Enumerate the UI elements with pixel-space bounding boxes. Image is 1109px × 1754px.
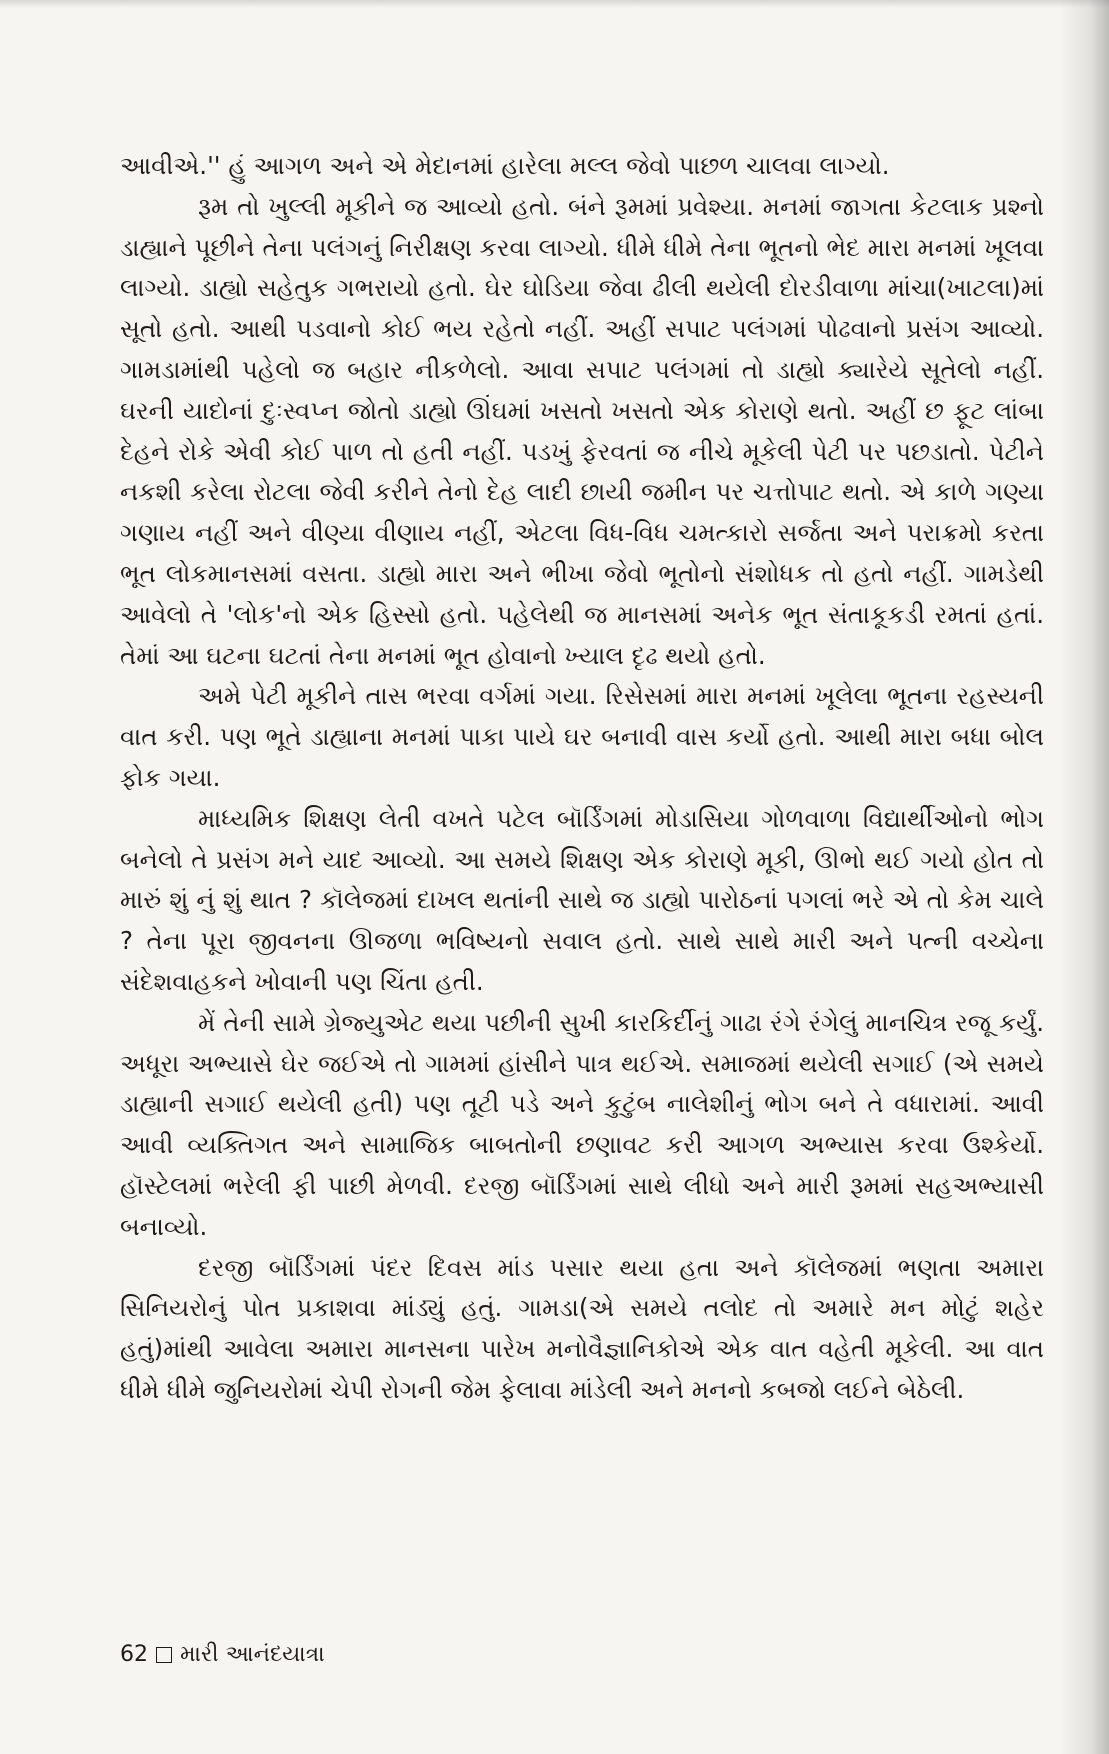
body-text xyxy=(120,146,1044,1411)
paragraph-6: દરજી બૉર્ડિંગમાં પંદર દિવસ માંડ પસાર થયા હતા અને કૉલેજમાં ભણતા અમારા સિનિયરોનું પોત પ્રકાશવા માંડ્યું હતું. ગામડા(એ સમયે તલોદ તો અમારે મન મોટું શહેર હતું)માંથી આવેલા અમારા માનસના પારેખ મનોવૈજ્ઞાનિકોએ એક વાત વહેતી મૂકેલી. આ વાત ધીમે ધીમે જુનિયરોમાં ચેપી રોગની જેમ ફેલાવા માંડેલી અને મનનો કબજો લઈને બેઠેલી. xyxy=(120,1252,1044,1404)
page-number: 62 xyxy=(120,1642,148,1667)
page-spine-shadow xyxy=(1059,0,1109,1754)
page-footer xyxy=(120,1640,325,1670)
paragraph-5: મેં તેની સામે ગ્રેજ્યુએટ થયા પછીની સુખી કારકિર્દીનું ગાઢા રંગે રંગેલું માનચિત્ર રજૂ કર્યું. અધૂરા અભ્યાસે ઘેર જઈએ તો ગામમાં હાંસીને પાત્ર થઈએ. સમાજમાં થયેલી સગાઈ (એ સમયે ડાહ્યાની સગાઈ થયેલી હતી) પણ તૂટી પડે અને કુટુંબ નાલેશીનું ભોગ બને તે વધારામાં. આવી આવી વ્યક્તિગત અને સામાજિક બાબતોની છણાવટ કરી આગળ અભ્યાસ કરવા ઉશ્કેર્યો. હૉસ્ટેલમાં ભરેલી ફી પાછી મેળવી. દરજી બૉર્ડિંગમાં સાથે લીધો અને મારી રૂમમાં સહઅભ્યાસી બનાવ્યો. xyxy=(120,1007,1044,1241)
page-top-edge xyxy=(0,0,1109,8)
paragraph-2: રૂમ તો ખુલ્લી મૂકીને જ આવ્યો હતો. બંને રૂમમાં પ્રવેશ્યા. મનમાં જાગતા કેટલાક પ્રશ્નો ડાહ્યાને પૂછીને તેના પલંગનું નિરીક્ષણ કરવા લાગ્યો. ધીમે ધીમે તેના ભૂતનો ભેદ મારા મનમાં ખૂલવા લાગ્યો. ડાહ્યો સહેતુક ગભરાયો હતો. ઘેર ઘોડિયા જેવા ઢીલી થયેલી દોરડીવાળા માંચા(ખાટલા)માં સૂતો હતો. આથી પડવાનો કોઈ ભય રહેતો નહીં. અહીં સપાટ પલંગમાં પોઢવાનો પ્રસંગ આવ્યો. ગામડામાંથી પહેલો જ બહાર નીકળેલો. આવા સપાટ પલંગમાં તો ડાહ્યો ક્યારેયે સૂતેલો નહીં. ઘરની યાદોનાં દુઃસ્વપ્ન જોતો ડાહ્યો ઊંઘમાં ખસતો ખસતો એક કોરાણે થતો. અહીં છ ફૂટ લાંબા દેહને રોકે એવી કોઈ પાળ તો હતી નહીં. પડખું ફેરવતાં જ નીચે મૂકેલી પેટી પર પછડાતો. પેટીને નકશી કરેલા રોટલા જેવી કરીને તેનો દેહ લાદી છાયી જમીન પર ચત્તોપાટ થતો. એ કાળે ગણ્યા ગણાય નહીં અને વીણ્યા વીણાય નહીં, એટલા વિધ-વિધ ચમત્કારો સર્જતા અને પરાક્રમો કરતા ભૂત લોકમાનસમાં વસતા. ડાહ્યો મારા અને ભીખા જેવો ભૂતોનો સંશોધક તો હતો નહીં. ગામડેથી આવેલો તે 'લોક'નો એક હિસ્સો હતો. પહેલેથી જ માનસમાં અનેક ભૂત સંતાકૂકડી રમતાં હતાં. તેમાં આ ઘટના ઘટતાં તેના મનમાં ભૂત હોવાનો ખ્યાલ દૃઢ થયો હતો. xyxy=(120,191,1044,670)
paragraph-3: અમે પેટી મૂકીને તાસ ભરવા વર્ગમાં ગયા. રિસેસમાં મારા મનમાં ખૂલેલા ભૂતના રહસ્યની વાત કરી. પણ ભૂતે ડાહ્યાના મનમાં પાકા પાયે ઘર બનાવી વાસ કર્યો હતો. આથી મારા બધા બોલ ફોક ગયા. xyxy=(120,681,1044,792)
square-separator-icon xyxy=(156,1647,172,1663)
paragraph-1: આવીએ.'' હું આગળ અને એ મેદાનમાં હારેલા મલ્લ જેવો પાછળ ચાલવા લાગ્યો. xyxy=(120,151,890,180)
running-book-title: મારી આનંદયાત્રા xyxy=(180,1642,325,1667)
paragraph-4: માધ્યમિક શિક્ષણ લેતી વખતે પટેલ બૉર્ડિંગમાં મોડાસિયા ગોળવાળા વિદ્યાર્થીઓનો ભોગ બનેલો તે પ્રસંગ મને યાદ આવ્યો. આ સમયે શિક્ષણ એક કોરાણે મૂકી, ઊભો થઈ ગયો હોત તો મારું શું નું શું થાત ? કૉલેજમાં દાખલ થતાંની સાથે જ ડાહ્યો પારોઠનાં પગલાં ભરે એ તો કેમ ચાલે ? તેના પૂરા જીવનના ઊજળા ભવિષ્યનો સવાલ હતો. સાથે સાથે મારી અને પત્ની વચ્ચેના સંદેશવાહકને ખોવાની પણ ચિંતા હતી. xyxy=(120,803,1044,996)
